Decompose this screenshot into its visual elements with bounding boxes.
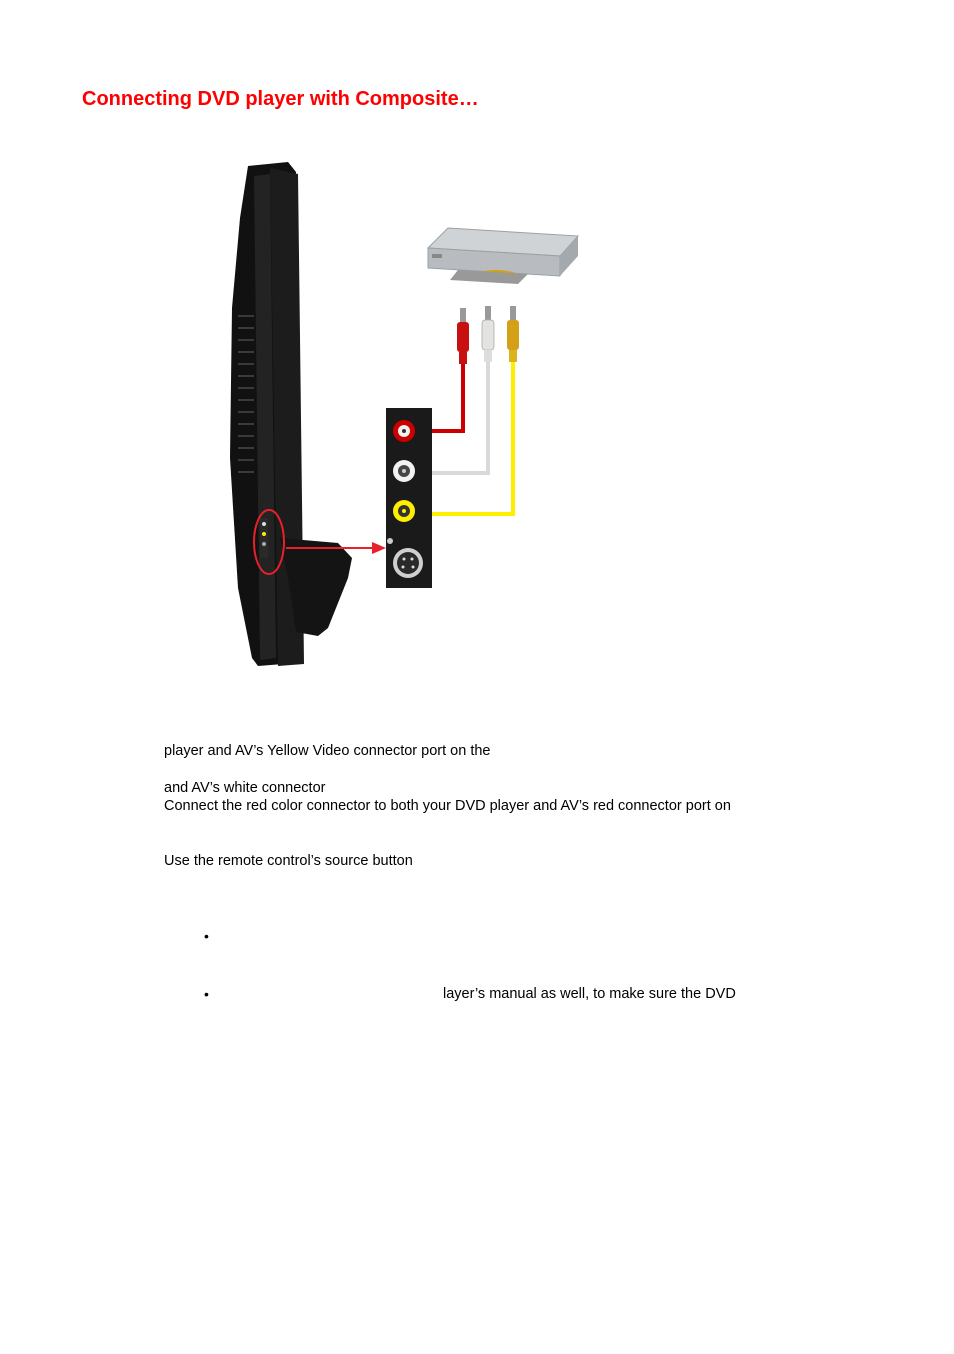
red-jack [393,420,415,442]
tv-side-view [230,162,352,666]
dvd-player [428,228,578,284]
instruction-line-1: player and AV’s Yellow Video connector port on the [164,743,491,759]
red-plug [457,308,469,364]
rca-plugs [457,306,519,364]
white-cable [426,362,488,473]
white-jack [393,460,415,482]
yellow-plug [507,306,519,362]
white-plug [482,306,494,362]
s-video-jack [393,548,423,578]
yellow-jack [393,500,415,522]
connection-diagram [218,158,618,670]
yellow-cable [426,362,513,514]
cables [426,362,513,514]
note-bullet-1: • [204,928,209,944]
instruction-line-2: and AV’s white connector [164,780,326,796]
instruction-line-3: Connect the red color connector to both your DVD player and AV’s red connector port on [164,798,731,814]
note-2-text: layer’s manual as well, to make sure the DVD [443,986,736,1002]
page-title: Connecting DVD player with Composite… [82,88,479,110]
note-bullet-2: • [204,986,209,1002]
av-panel [386,408,432,588]
instruction-line-4: Use the remote control’s source button [164,853,413,869]
